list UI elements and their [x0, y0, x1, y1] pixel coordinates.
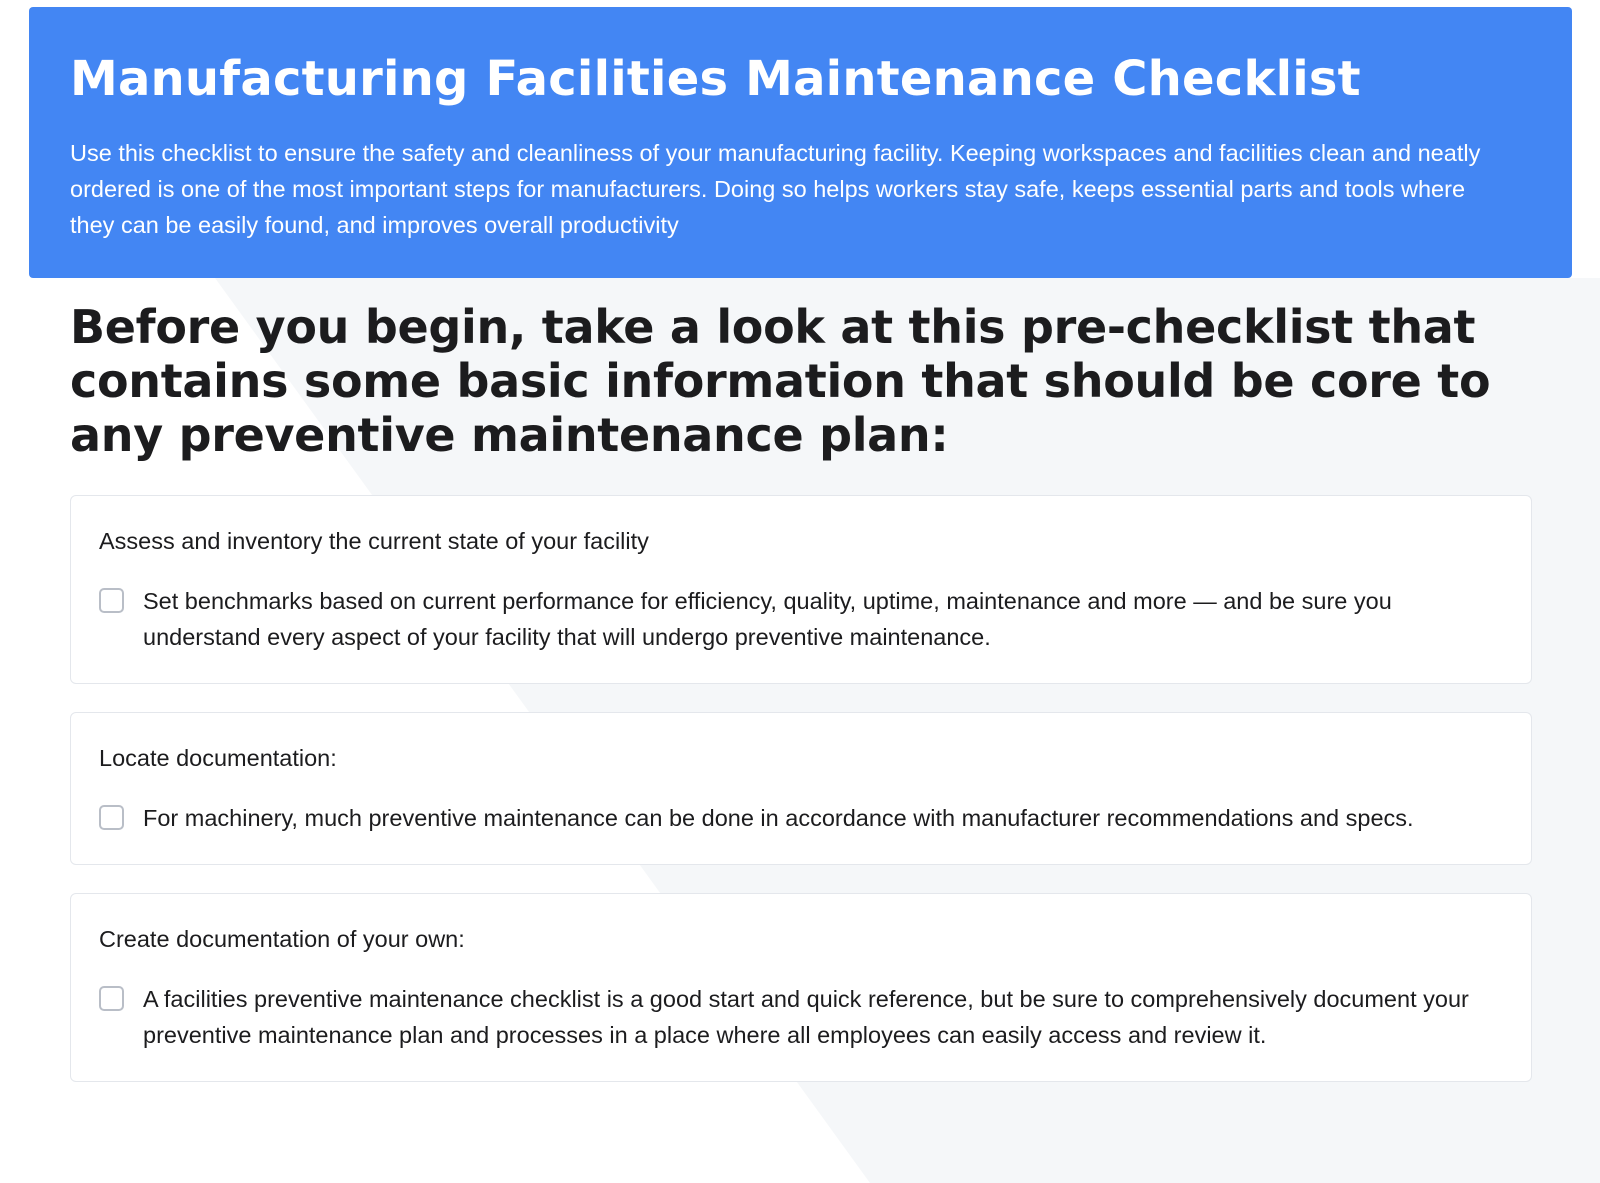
checklist-card-locate-documentation [70, 712, 1532, 865]
section-heading: Before you begin, take a look at this pre-checklist that contains some basic information that should be core to any preventive maintenance plan: [70, 300, 1491, 462]
page-intro: Use this checklist to ensure the safety and cleanliness of your manufacturing facility. Keeping workspaces and facilities clean and neatly ordered is one of the most important steps for manufacturers. Doing so helps workers stay safe, keeps essential parts and tools where they can be easily found, and improves overall productivity [70, 140, 1481, 238]
checkbox[interactable] [99, 805, 124, 830]
main-content [70, 300, 1532, 1110]
card-title: Create documentation of your own: [99, 926, 465, 952]
checklist-item [99, 981, 1503, 1053]
checkbox[interactable] [99, 986, 124, 1011]
checklist-cards [70, 495, 1532, 1082]
checklist-card-assess [70, 495, 1532, 684]
header-banner [29, 7, 1572, 278]
checklist-item-text: A facilities preventive maintenance checklist is a good start and quick reference, but be sure to comprehensively document your preventive maintenance plan and processes in a place where all employees can easily access and review it. [143, 986, 1469, 1048]
checklist-item [99, 583, 1503, 655]
checkbox[interactable] [99, 588, 124, 613]
checklist-item-text: Set benchmarks based on current performance for efficiency, quality, uptime, maintenance and more — and be sure you understand every aspect of your facility that will undergo preventive maintenance. [143, 588, 1392, 650]
card-title: Assess and inventory the current state of your facility [99, 528, 649, 554]
checklist-item [99, 800, 1503, 836]
checklist-item-text: For machinery, much preventive maintenance can be done in accordance with manufacturer recommendations and specs. [143, 805, 1414, 831]
page-title: Manufacturing Facilities Maintenance Checklist [70, 51, 1361, 107]
checklist-card-create-documentation [70, 893, 1532, 1082]
card-title: Locate documentation: [99, 745, 337, 771]
